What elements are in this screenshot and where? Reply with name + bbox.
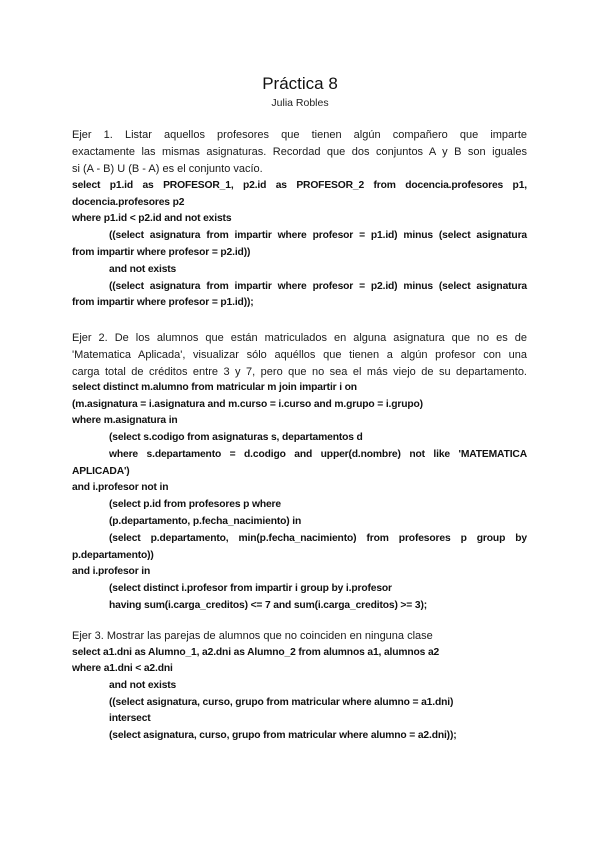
sql-code-line: intersect [109,713,151,724]
sql-code-line: (select asignatura, curso, grupo from matricular where alumno = a2.dni)); [109,730,457,741]
sql-code-line: ((select asignatura, curso, grupo from matricular where alumno = a1.dni) [109,697,454,708]
sql-code-line: (p.departamento, p.fecha_nacimiento) in [109,516,302,527]
sql-code-line: (select s.codigo from asignaturas s, departamentos d [109,432,363,443]
sql-code-line: from impartir where profesor = p2.id)) [72,247,251,258]
exercise-text-line: exactamente las mismas asignaturas. Recordad que dos conjuntos A y B son iguales [72,146,527,158]
exercise-text-line: 'Matematica Aplicada', visualizar sólo aquéllos que tienen a algún profesor con una [72,349,527,361]
sql-code-line: and not exists [109,264,177,275]
sql-code-line: where m.asignatura in [72,415,178,426]
sql-code-line: (m.asignatura = i.asignatura and m.curso = i.curso and m.grupo = i.grupo) [72,399,423,410]
sql-code-line: having sum(i.carga_creditos) <= 7 and sum(i.carga_creditos) >= 3); [109,600,428,611]
sql-code-line: p.departamento)) [72,550,154,561]
sql-code-line: from impartir where profesor = p1.id)); [72,297,254,308]
document-author: Julia Robles [271,97,329,109]
sql-code-line: (select p.id from profesores p where [109,499,281,510]
exercise-text-line: carga total de créditos entre 3 y 7, pero que no sea el más viejo de su departamento. [72,366,527,378]
sql-code-line: APLICADA') [72,466,130,477]
exercise-text-line: Ejer 2. De los alumnos que están matriculados en alguna asignatura que no es de [72,332,527,344]
exercise-text-line: Ejer 1. Listar aquellos profesores que tienen algún compañero que imparte [72,129,527,141]
sql-code-line: select distinct m.alumno from matricular m join impartir i on [72,382,357,393]
sql-code-line: ((select asignatura from impartir where profesor = p2.id) minus (select asignatura [109,281,527,292]
sql-code-line: and i.profesor not in [72,482,169,493]
sql-code-line: (select p.departamento, min(p.fecha_nacimiento) from profesores p group by [109,533,527,544]
sql-code-line: and not exists [109,680,177,691]
document-title: Práctica 8 [262,74,338,93]
sql-code-line: select a1.dni as Alumno_1, a2.dni as Alumno_2 from alumnos a1, alumnos a2 [72,647,440,658]
sql-code-line: select p1.id as PROFESOR_1, p2.id as PROFESOR_2 from docencia.profesores p1, [72,180,527,191]
sql-code-line: (select distinct i.profesor from impartir i group by i.profesor [109,583,392,594]
sql-code-line: and i.profesor in [72,566,151,577]
sql-code-line: ((select asignatura from impartir where profesor = p1.id) minus (select asignatura [109,230,527,241]
sql-code-line: docencia.profesores p2 [72,197,185,208]
exercise-text-line: si (A - B) U (B - A) es el conjunto vacío. [72,163,263,175]
sql-code-line: where s.departamento = d.codigo and upper(d.nombre) not like 'MATEMATICA [109,449,527,460]
sql-code-line: where a1.dni < a2.dni [72,663,173,674]
exercise-text-line: Ejer 3. Mostrar las parejas de alumnos que no coinciden en ninguna clase [72,630,433,642]
sql-code-line: where p1.id < p2.id and not exists [72,213,232,224]
